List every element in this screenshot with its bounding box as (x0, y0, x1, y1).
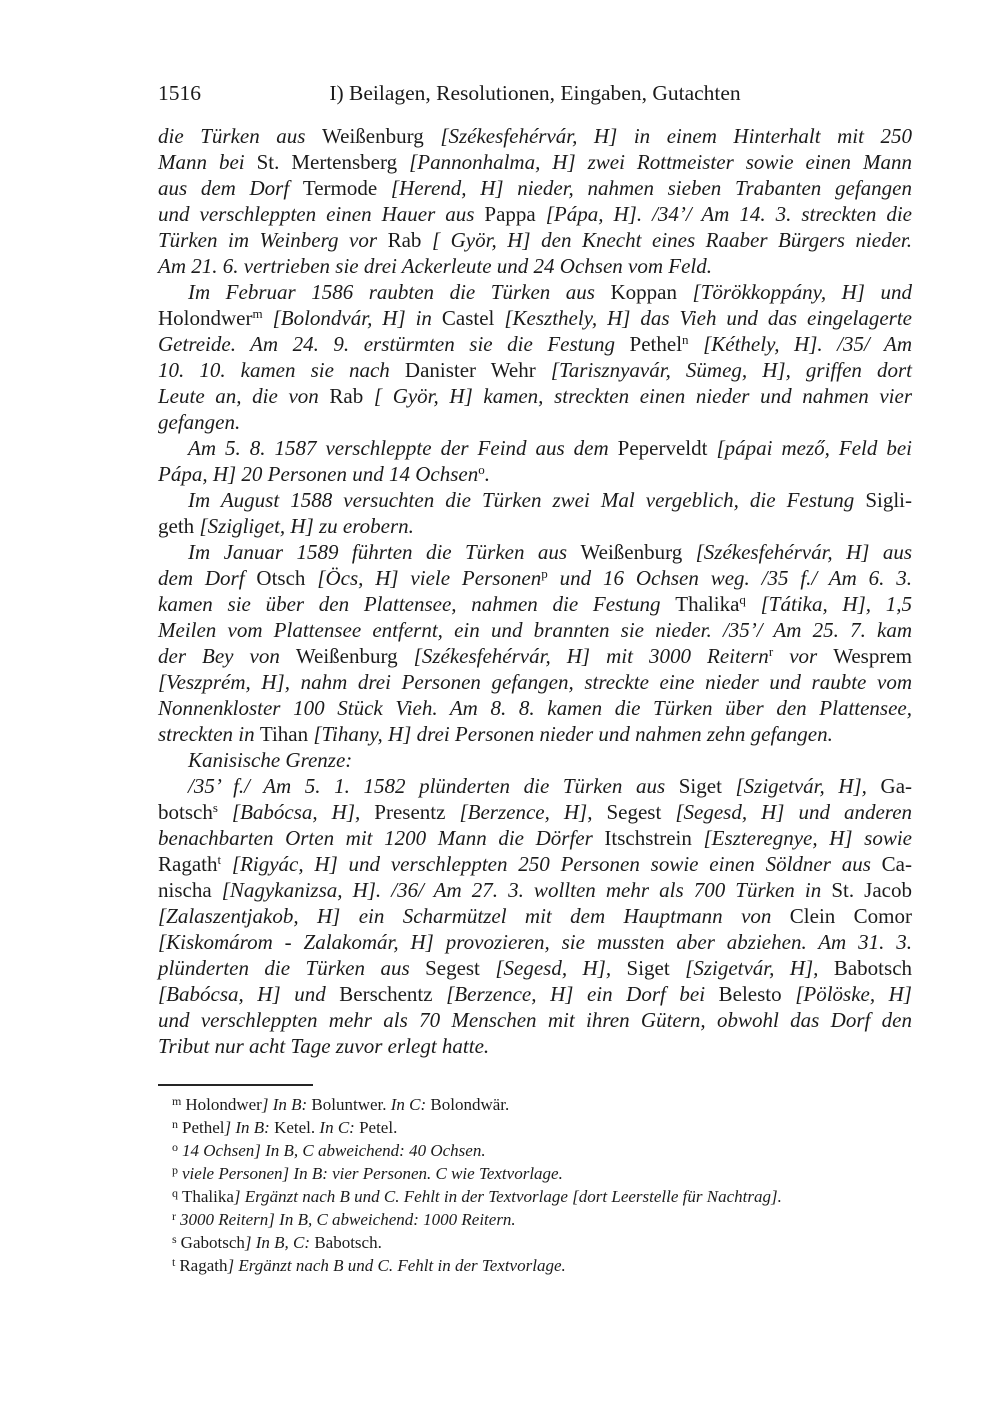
text-run: [Tátika, H], 1,5 (745, 592, 912, 616)
text-line (158, 1007, 912, 1033)
text-run: [Szigetvár, H], (685, 956, 834, 980)
text-run: Ragath (179, 1256, 228, 1275)
text-run: [Kéthely, H]. /35/ Am (688, 332, 912, 356)
text-run: [Rigyác, H] und verschleppten 250 Personen sowie einen Söldner aus (221, 852, 882, 876)
footnote-rule (158, 1084, 313, 1086)
text-run: streckten in (158, 722, 260, 746)
text-run: Leute an, die von (158, 384, 330, 408)
text-run: Meilen vom Plattensee entfernt, ein und brannten sie nieder. /35’/ Am 25. 7. kam (158, 618, 912, 642)
text-run: Berschentz (339, 982, 447, 1006)
text-run: 10. 10. kamen sie nach (158, 358, 405, 382)
text-line (158, 461, 912, 487)
footnote-item (158, 1254, 912, 1277)
text-run: [Székesfehérvár, H] aus (695, 540, 912, 564)
text-line (158, 539, 912, 565)
text-run: dem Dorf (158, 566, 257, 590)
text-run: Rab (329, 384, 374, 408)
text-run: [pápai mező, Feld bei (716, 436, 912, 460)
text-line (158, 565, 912, 591)
text-run: In C: (319, 1118, 360, 1137)
footnote-mark: n (172, 1117, 178, 1131)
text-line (158, 149, 912, 175)
text-run: Petel. (359, 1118, 398, 1137)
text-run: die Türken aus (158, 124, 323, 148)
text-line (158, 513, 912, 539)
text-run: Itschstrein (604, 826, 704, 850)
text-run: Tihan (259, 722, 314, 746)
text-run: Koppan (610, 280, 693, 304)
text-run: und verschleppten mehr als 70 Menschen mit ihren Gütern, obwohl das Dorf den (158, 1008, 912, 1032)
text-run: ] Ergänzt nach B und C. Fehlt in der Textvorlage [dort Leerstelle für Nachtrag]. (233, 1187, 782, 1206)
text-line (158, 1033, 912, 1059)
text-line (158, 695, 912, 721)
footnote-mark: o (172, 1140, 178, 1154)
text-run: Im Februar 1586 raubten die Türken aus (188, 280, 611, 304)
text-run: Holondwer (185, 1095, 262, 1114)
text-line (158, 825, 912, 851)
footnote-item (158, 1162, 912, 1185)
text-run: Im August 1588 versuchten die Türken zwei Mal vergeblich, die Festung (188, 488, 866, 512)
text-run: Weißenburg (295, 644, 414, 668)
footnote-item (158, 1208, 912, 1231)
text-line (158, 773, 912, 799)
text-line (158, 591, 912, 617)
footnote-ref: s (212, 800, 218, 815)
text-run: Ragath (158, 852, 218, 876)
text-run: Getreide. Am 24. 9. erstürmten sie die Festung (158, 332, 630, 356)
text-run: [Keszthely, H] das Vieh und das eingelagerte (504, 306, 912, 330)
text-run: [Segesd, H] und anderen (675, 800, 913, 824)
text-line (158, 929, 912, 955)
footnote-ref: r (768, 644, 774, 659)
text-run: Otsch (256, 566, 318, 590)
text-run: [Berzence, H], (459, 800, 607, 824)
text-run: Thalika (675, 592, 740, 616)
footnote-ref: n (682, 332, 689, 347)
footnote-mark: p (172, 1163, 178, 1177)
text-run: Presentz (374, 800, 460, 824)
text-run: aus dem Dorf (158, 176, 303, 200)
text-run: und verschleppten einen Hauer aus (158, 202, 485, 226)
text-run: [Bolondvár, H] in (262, 306, 442, 330)
footnote-item (158, 1093, 912, 1116)
text-run: Mann bei (158, 150, 257, 174)
text-line (158, 955, 912, 981)
text-run: ] Ergänzt nach B und C. Fehlt in der Textvorlage. (227, 1256, 566, 1275)
text-line (158, 227, 912, 253)
text-run: [Pápa, H]. /34’/ Am 14. 3. streckten die (545, 202, 912, 226)
text-line (158, 981, 912, 1007)
running-title: I) Beilagen, Resolutionen, Eingaben, Gutachten (329, 81, 741, 105)
text-run: [Babócsa, H], (217, 800, 375, 824)
text-run: botsch (158, 800, 213, 824)
text-run: Babotsch. (314, 1233, 382, 1252)
text-run: [Nagykanizsa, H]. /36/ Am 27. 3. wollten mehr als 700 Türken in (221, 878, 832, 902)
text-run: Nonnenkloster 100 Stück Vieh. Am 8. 8. kamen die Türken über den Plattensee, (158, 696, 912, 720)
footnote-mark: m (172, 1094, 182, 1108)
text-run: 3000 Reitern] In B, C abweichend: 1000 Reitern. (180, 1210, 516, 1229)
text-run: In C: (390, 1095, 431, 1114)
text-run: Tribut nur acht Tage zuvor erlegt hatte. (158, 1034, 490, 1058)
text-run: Babotsch (833, 956, 913, 980)
text-run: [Eszteregnye, H] sowie (703, 826, 912, 850)
text-run: [Székesfehérvár, H] mit 3000 Reitern (413, 644, 769, 668)
text-run: Belesto (718, 982, 796, 1006)
text-run: gefangen. (158, 410, 241, 434)
text-line (158, 175, 912, 201)
text-run: [Berzence, H] ein Dorf bei (446, 982, 719, 1006)
text-run: Boluntwer. (311, 1095, 391, 1114)
text-run: [Szigetvár, H], (735, 774, 881, 798)
text-run: [Segesd, H], (495, 956, 627, 980)
text-line (158, 253, 912, 279)
text-run: [Tarisznyavár, Sümeg, H], griffen dort (550, 358, 913, 382)
text-run: Türken im Weinberg vor (158, 228, 388, 252)
footnote-item (158, 1116, 912, 1139)
text-line (158, 201, 912, 227)
text-run: Siget (626, 956, 686, 980)
text-column (158, 80, 912, 1277)
text-run: Bolondwär. (430, 1095, 510, 1114)
text-run: [Herend, H] nieder, nahmen sieben Trabanten gefangen (390, 176, 912, 200)
text-line (158, 305, 912, 331)
text-run: Wesprem (833, 644, 912, 668)
text-run: kamen sie über den Plattensee, nahmen die Festung (158, 592, 676, 616)
text-run: Am 21. 6. vertrieben sie drei Ackerleute und 24 Ochsen vom Feld. (158, 254, 713, 278)
footnote-mark: t (172, 1255, 176, 1269)
page-number: 1516 (158, 81, 201, 105)
text-run: Kanisische Grenze: (188, 748, 353, 772)
footnote-ref: m (252, 306, 263, 321)
text-run: der Bey von (158, 644, 296, 668)
text-run: Im Januar 1589 führten die Türken aus (188, 540, 581, 564)
text-run: St. Jacob (831, 878, 912, 902)
text-run: Ca- (881, 852, 912, 876)
text-run: Ga- (880, 774, 913, 798)
footnote-item (158, 1185, 912, 1208)
text-run: [Székesfehérvár, H] in einem Hinterhalt mit 250 (440, 124, 912, 148)
text-line (158, 357, 912, 383)
text-run: [ Györ, H] kamen, streckten einen nieder und nahmen vier (373, 384, 913, 408)
text-line (158, 799, 912, 825)
text-run: [Tihany, H] drei Personen nieder und nahmen zehn gefangen. (313, 722, 833, 746)
text-run: Danister Wehr (404, 358, 551, 382)
text-run: [ Györ, H] den Knecht eines Raaber Bürgers nieder. (431, 228, 913, 252)
text-run: Weißenburg (322, 124, 441, 148)
text-run: [Veszprém, H], nahm drei Personen gefangen, streckte eine nieder und raubte vom (158, 670, 912, 694)
text-run: Castel (441, 306, 505, 330)
text-run: vor (773, 644, 834, 668)
text-run: [Törökkoppány, H] und (692, 280, 912, 304)
text-run: Weißenburg (580, 540, 696, 564)
text-run: Rab (387, 228, 432, 252)
text-line (158, 409, 912, 435)
footnote-mark: r (172, 1209, 176, 1223)
text-run: und 16 Ochsen weg. /35 f./ Am 6. 3. (547, 566, 912, 590)
text-run: Pappa (484, 202, 546, 226)
text-run: . (484, 462, 490, 486)
text-run: Termode (302, 176, 391, 200)
text-line (158, 331, 912, 357)
text-run: [Szigliget, H] zu erobern. (199, 514, 414, 538)
footnote-mark: s (172, 1232, 177, 1246)
page-header (158, 80, 912, 106)
text-line (158, 851, 912, 877)
footnote-item (158, 1231, 912, 1254)
text-run: Siget (678, 774, 736, 798)
text-line (158, 721, 912, 747)
text-run: St. Mertensberg (256, 150, 410, 174)
text-run: [Babócsa, H] und (158, 982, 340, 1006)
footnote-item (158, 1139, 912, 1162)
text-run: nischa (158, 878, 222, 902)
footnote-ref: t (217, 852, 222, 867)
text-line (158, 383, 912, 409)
text-run: [Zalaszentjakob, H] ein Scharmützel mit dem Hauptmann von (158, 904, 790, 928)
text-run: [Pölöske, H] (795, 982, 912, 1006)
text-run: [Pannonhalma, H] zwei Rottmeister sowie einen Mann (409, 150, 912, 174)
text-run: Holondwer (158, 306, 253, 330)
text-line (158, 643, 912, 669)
text-line (158, 669, 912, 695)
text-run: 14 Ochsen] In B, C abweichend: 40 Ochsen. (182, 1141, 486, 1160)
text-line (158, 617, 912, 643)
text-run: geth (158, 514, 200, 538)
text-run: Sigli- (865, 488, 912, 512)
text-line (158, 877, 912, 903)
body-text (158, 123, 912, 1059)
text-line (158, 487, 912, 513)
footnotes (158, 1093, 912, 1277)
footnote-ref: o (478, 462, 485, 477)
text-run: Peperveldt (617, 436, 717, 460)
text-run: Segest (425, 956, 496, 980)
footnote-ref: q (739, 592, 746, 607)
text-run: Am 5. 8. 1587 verschleppte der Feind aus dem (188, 436, 618, 460)
text-run: Ketel. (274, 1118, 320, 1137)
text-run: Pápa, H] 20 Personen und 14 Ochsen (158, 462, 479, 486)
text-line (158, 279, 912, 305)
text-run: ] In B: (224, 1118, 275, 1137)
text-line (158, 123, 912, 149)
text-line (158, 747, 912, 773)
text-run: ] In B: (261, 1095, 312, 1114)
text-run: Thalika (182, 1187, 234, 1206)
text-line (158, 435, 912, 461)
text-run: viele Personen] In B: vier Personen. C wie Textvorlage. (182, 1164, 563, 1183)
text-run: Pethel (629, 332, 683, 356)
footnote-ref: p (541, 566, 548, 581)
text-run: Segest (606, 800, 676, 824)
text-run: /35’ f./ Am 5. 1. 1582 plünderten die Türken aus (188, 774, 679, 798)
text-line (158, 903, 912, 929)
text-run: plünderten die Türken aus (158, 956, 426, 980)
text-run: benachbarten Orten mit 1200 Mann die Dörfer (158, 826, 605, 850)
text-run: ] In B, C: (244, 1233, 315, 1252)
text-run: [Öcs, H] viele Personen (317, 566, 542, 590)
footnote-mark: q (172, 1186, 178, 1200)
text-run: [Kiskomárom - Zalakomár, H] provozieren, sie mussten aber abziehen. Am 31. 3. (158, 930, 912, 954)
text-run: Gabotsch (180, 1233, 245, 1252)
text-run: Pethel (182, 1118, 225, 1137)
text-run: Clein Comor (789, 904, 912, 928)
